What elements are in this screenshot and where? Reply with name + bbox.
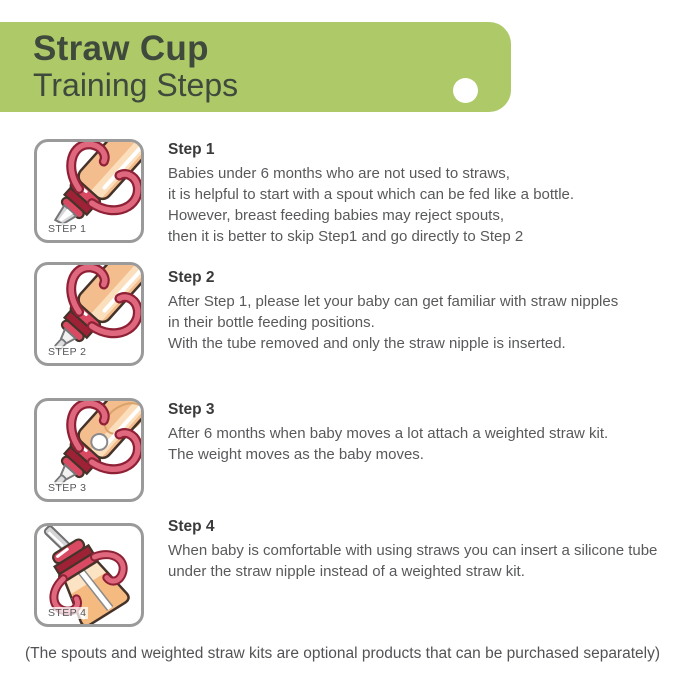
page-subtitle: Training Steps	[33, 67, 239, 103]
step4-line: When baby is comfortable with using straws you can insert a silicone tube	[168, 542, 658, 559]
step1-line: Babies under 6 months who are not used to straws,	[168, 165, 510, 182]
page-title: Straw Cup	[33, 29, 209, 68]
step2-illustration-box	[34, 262, 144, 366]
step3-badge: STEP 3	[48, 482, 87, 494]
step1-line: then it is better to skip Step1 and go directly to Step 2	[168, 228, 524, 245]
step3-text	[168, 401, 673, 465]
step4-text	[168, 518, 673, 582]
step2-text	[168, 269, 673, 354]
step1-line: it is helpful to start with a spout which can be fed like a bottle.	[168, 186, 575, 203]
header-banner	[0, 22, 511, 112]
step2-line: After Step 1, please let your baby can get familiar with straw nipples	[168, 293, 619, 310]
footer-note: (The spouts and weighted straw kits are optional products that can be purchased separately)	[25, 645, 661, 662]
hole-punch-dot	[453, 78, 478, 103]
step4-badge: STEP 4	[48, 607, 87, 619]
step1-badge: STEP 1	[48, 223, 87, 235]
step4-line: under the straw nipple instead of a weighted straw kit.	[168, 563, 525, 580]
step3-line: The weight moves as the baby moves.	[168, 446, 424, 463]
step2-title: Step 2	[168, 269, 215, 286]
step3-line: After 6 months when baby moves a lot attach a weighted straw kit.	[168, 425, 609, 442]
step2-badge: STEP 2	[48, 346, 87, 358]
header-title-block	[33, 30, 238, 103]
step1-illustration-box	[34, 139, 144, 243]
step2-line: in their bottle feeding positions.	[168, 314, 375, 331]
step2-line: With the tube removed and only the straw nipple is inserted.	[168, 335, 566, 352]
step3-title: Step 3	[168, 401, 215, 418]
step1-text	[168, 141, 673, 247]
step3-illustration-box	[34, 398, 144, 502]
step4-title: Step 4	[168, 518, 215, 535]
step1-title: Step 1	[168, 141, 215, 158]
step1-line: However, breast feeding babies may reject spouts,	[168, 207, 505, 224]
step4-illustration-box	[34, 523, 144, 627]
